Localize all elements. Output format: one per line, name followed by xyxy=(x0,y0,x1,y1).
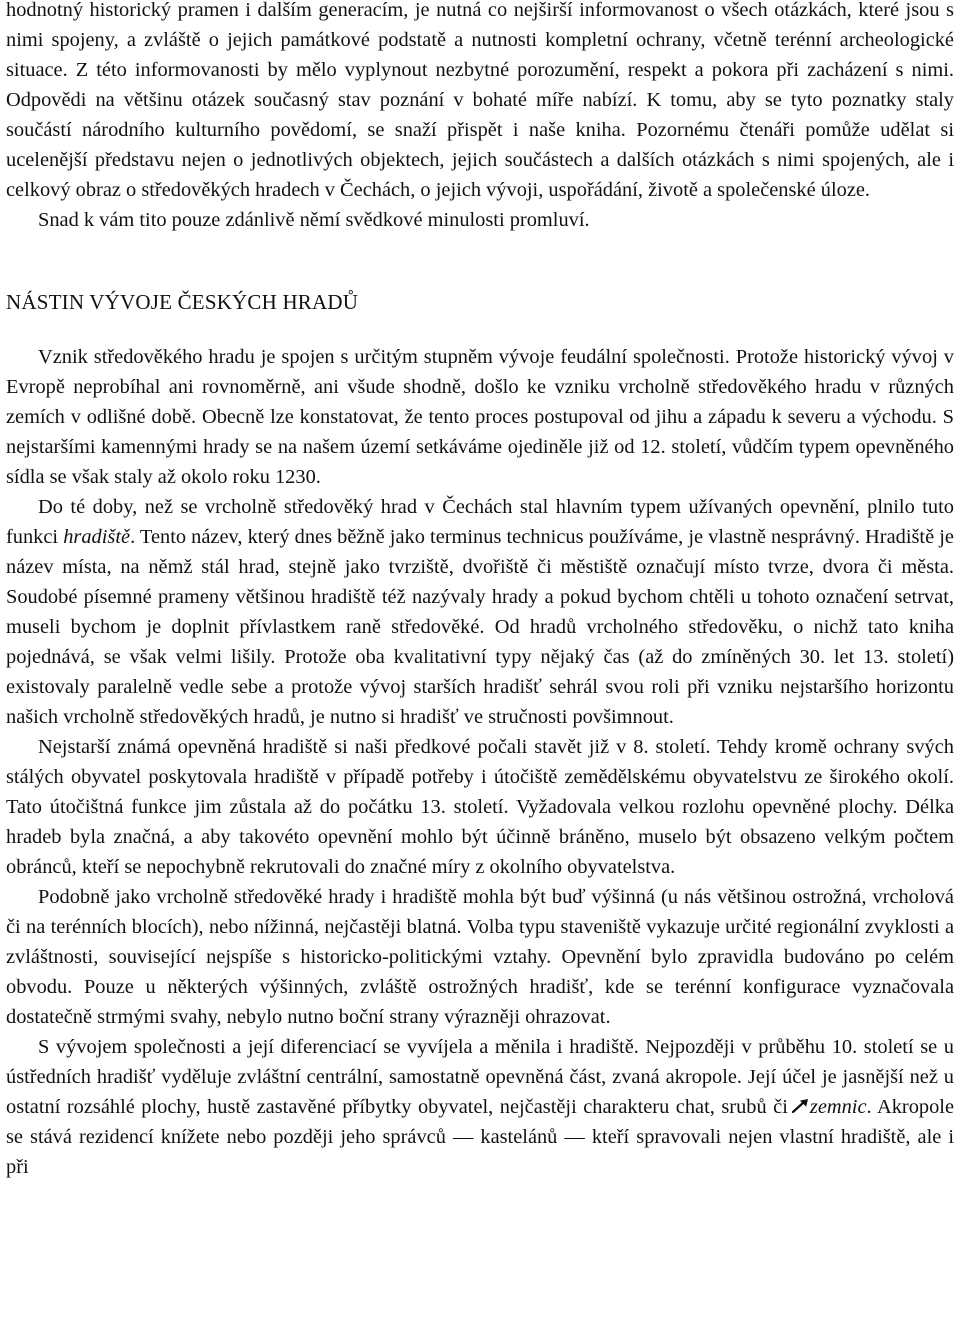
section-paragraph-2-text-b: . Tento název, který dnes běžně jako terminus technicus používáme, je vlastně nesprávný. Hradiště je název místa, na němž stál hrad, stejně jako tvrziště, dvořiště či městiště označují místo tvrze, dvora či města. Soudobé písemné prameny většinou hradiště též nazývaly hrady a pokud bychom chtěli u tohoto označení setrvat, museli bychom je doplnit přívlastkem raně středověké. Od hradů vrcholného středověku, o nichž tato kniha pojednává, se však velmi lišily. Protože oba kvalitativní typy nějaký čas (až do zmíněných 30. let 13. století) existovaly paralelně vedle sebe a protože vývoj starších hradišť sehrál svou roli při vzniku nejstaršího horizontu našich vrcholně středověkých hradů, je nutno si hradišť ve stručnosti povšimnout. xyxy=(6,526,954,728)
intro-paragraph-2: Snad k vám tito pouze zdánlivě němí svědkové minulosti promluví. xyxy=(38,209,590,231)
section-paragraph-3: Nejstarší známá opevněná hradiště si naši předkové počali stavět již v 8. století. Tehdy kromě ochrany svých stálých obyvatel poskytovala hradiště v případě potřeby i útočiště zemědělskému obyvatelstvu ze širokého okolí. Tato útočištná funkce jim zůstala až do počátku 13. století. Vyžadovala velkou rozlohu opevněné plochy. Délka hradeb byla značná, a aby takovéto opevnění mohlo být účinně bráněno, muselo být obsazeno velkým počtem obránců, kteří se nepochybně rekrutovali do značné míry z okolního obyvatelstva. xyxy=(6,736,954,878)
term-hradiste: hradiště xyxy=(63,526,131,548)
section-heading: NÁSTIN VÝVOJE ČESKÝCH HRADŮ xyxy=(6,290,359,314)
term-zemnic: zemnic xyxy=(809,1096,867,1118)
arrow-up-right-icon xyxy=(791,1098,809,1114)
section-paragraph-5-text-b: . Akropole se stává rezidencí knížete nebo později jeho správců — kastelánů — kteří spravovali nejen vlastní hradiště, ale i při xyxy=(6,1096,955,1178)
section-paragraph-1: Vznik středověkého hradu je spojen s určitým stupněm vývoje feudální společnosti. Protože historický vývoj v Evropě neprobíhal ani rovnoměrně, ani všude shodně, došlo ke vzniku vrcholně středověkého hradu v různých zemích v odlišné době. Obecně lze konstatovat, že tento proces postupoval od jihu a západu k severu a východu. S nejstaršími kamennými hrady se na našem území setkáváme ojediněle již od 12. století, vůdčím typem opevněného sídla se však staly až okolo roku 1230. xyxy=(6,346,954,488)
section-paragraph-2-text-a: Do té doby, než se vrcholně středověký hrad v Čechách stal hlavním typem užívaných opevnění, plnilo tuto funkci xyxy=(6,496,954,548)
section-paragraph-4: Podobně jako vrcholně středověké hrady i hradiště mohla být buď výšinná (u nás většinou ostrožná, vrcholová či na terénních blocích), nebo nížinná, nejčastěji blatná. Volba typu staveniště vykazuje určité regionální zvyklosti a zvláštnosti, související nejspíše s historicko-politickými vztahy. Opevnění bylo zpravidla budováno po celém obvodu. Pouze u některých výšinných, zvláště ostrožných hradišť, kde se terénní konfigurace vyznačovala dostatečně strmými svahy, nebylo nutno boční strany výrazněji ohrazovat. xyxy=(6,886,954,1028)
section-paragraph-2 xyxy=(6,492,954,732)
section-paragraph-5 xyxy=(6,1032,954,1182)
section-paragraph-5-text-a: S vývojem společnosti a její diferenciací se vyvíjela a měnila i hradiště. Nejpozději v průběhu 10. století se u ústředních hradišť vyděluje zvláštní centrální, samostatně opevněná část, zvaná akropole. Její účel je jasnější než u ostatní rozsáhlé plochy, hustě zastavěné příbytky obyvatel, nejčastěji charakteru chat, srubů či xyxy=(6,1036,954,1118)
intro-paragraph-1: hodnotný historický pramen i dalším generacím, je nutná co nejširší informovanost o všech otázkách, které jsou s nimi spojeny, a zvláště o jejich památkové podstatě a nutnosti kompletní ochrany, včetně terénní archeologické situace. Z této informovanosti by mělo vyplynout nezbytné porozumění, respekt a pokora při zacházení s nimi. Odpovědi na většinu otázek současný stav poznání v bohaté míře nabízí. K tomu, aby se tyto poznatky staly součástí národního kulturního povědomí, se snaží přispět i naše kniha. Pozornému čtenáři pomůže udělat si ucelenější představu nejen o jednotlivých objektech, jejich součástech a dalších otázkách s nimi spojených, ale i celkový obraz o středověkých hradech v Čechách, o jejich vývoji, uspořádání, životě a společenské úloze. xyxy=(6,0,954,201)
